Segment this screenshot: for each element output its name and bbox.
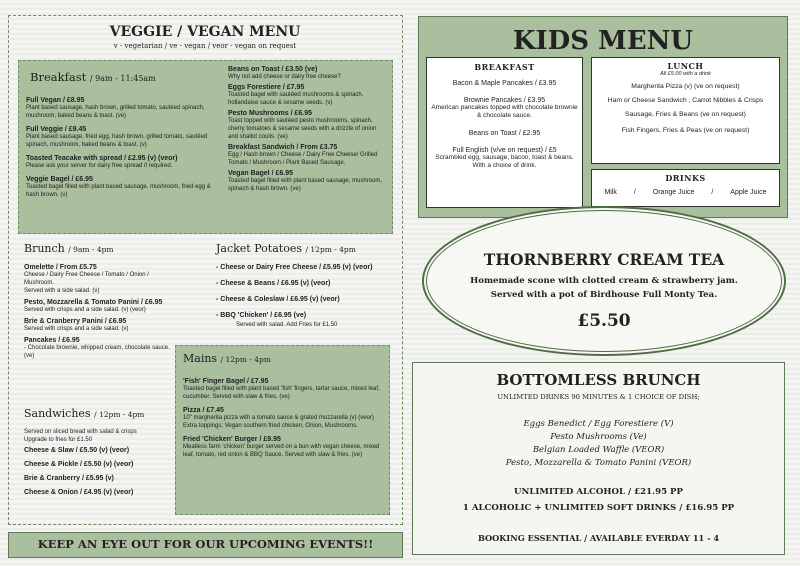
menu-item: - Cheese & Beans / £6.95 (v) (veor) bbox=[216, 280, 331, 287]
menu-item: Full Vegan / £8.95 Plant based sausage, hash brown, grilled tomato, sautéed spinach, mushroom, baked beans & toast. (ve) bbox=[26, 97, 205, 119]
menu-item: Toasted Teacake with spread / £2.95 (v) (veor) Please ask your server for dairy free spread if required. bbox=[26, 155, 178, 169]
bottomless-footer: BOOKING ESSENTIAL / AVAILABLE EVERDAY 11 - 4 bbox=[477, 533, 720, 543]
veggie-menu-key: v - vegetarian / ve - vegan / veor - vegan on request bbox=[113, 42, 297, 50]
menu-item: Pesto, Mozzarella & Tomato Panini / £6.95 Served with crisps and a side salad. (v) (veor) bbox=[24, 299, 163, 313]
menu-item: Beans on Toast / £2.95 bbox=[468, 130, 541, 137]
dish-item: Eggs Benedict / Egg Forestiere (V) bbox=[523, 419, 674, 429]
bottomless-title: BOTTOMLESS BRUNCH bbox=[496, 371, 701, 389]
menu-item: Breakfast Sandwich / From £3.75 Egg / Hash brown / Cheese / Dairy Free Cheese/ Grilled Tomato / Mushroom / Plant Based Sausage. bbox=[228, 144, 378, 166]
menu-item: Margherita Pizza (v) (ve on request) bbox=[631, 83, 740, 90]
menu-item: Fried 'Chicken' Burger / £9.95 Meatless farm 'chicken' burger served on a bun with vegan cheese, mixed leaf, tomato, red onion & BBQ Sauce. Served with slaw & fries. (ve) bbox=[183, 436, 380, 458]
breakfast-heading bbox=[30, 70, 156, 84]
breakfast-title: Breakfast bbox=[30, 70, 87, 84]
sandwiches-items: Served on sliced bread with salad & crisps Upgrade to fries for £1.50 Cheese & Slaw / £5.50 (v) (veor) Cheese & Pickle / £5.50 (v) (veor) Brie & Cranberry / £5.95 (v) Cheese & Onion / £4.95 (v) (veor) bbox=[24, 428, 174, 496]
menu-item: Veggie Bagel / £6.95 Toasted bagel filled with plant based sausage, mushroom, fried egg & hash brown. (v) bbox=[26, 176, 211, 198]
menu-item: Pizza / £7.45 10" margherita pizza with a tomato sauce & grated mozzarella (v) (veor) Extra toppings; Vegan southern fried chicken, Onion, Mushrooms. bbox=[183, 407, 374, 429]
kids-drinks-title: DRINKS bbox=[665, 173, 706, 183]
bottomless-price-alcohol: UNLIMITED ALCOHOL / £21.95 PP bbox=[514, 487, 683, 497]
menu-item: Cheese & Onion / £4.95 (v) (veor) bbox=[24, 489, 134, 496]
menu-item: - BBQ 'Chicken' / £6.95 (ve) bbox=[216, 312, 307, 319]
mains-items bbox=[183, 378, 383, 459]
menu-item: Vegan Bagel / £6.95 Toasted bagel filled with plant based sausage, mushroom, spinach & hash brown. (ve) bbox=[228, 170, 383, 192]
veggie-menu-title: VEGGIE / VEGAN MENU bbox=[109, 24, 301, 40]
bottomless-dishes bbox=[412, 418, 785, 470]
menu-item: Brie & Cranberry Panini / £6.95 Served with crisps and a side salad. (v) bbox=[24, 318, 129, 332]
mains-heading: Mains / 12pm - 4pm bbox=[183, 352, 271, 365]
menu-item: Omelette / From £5.75 Cheese / Dairy Free Cheese / Tomato / Onion / Mushroom. Served with a side salad. (v) bbox=[24, 264, 149, 294]
events-banner: KEEP AN EYE OUT FOR OUR UPCOMING EVENTS!! bbox=[8, 532, 403, 558]
menu-item: Brownie Pancakes / £3.95 bbox=[463, 97, 546, 104]
menu-item: Full English (v/ve on request) / £5 bbox=[452, 147, 557, 154]
kids-menu-title: KIDS MENU bbox=[512, 26, 694, 56]
menu-item: Pesto Mushrooms / £6.95 Toast topped with sautéed pesto mushrooms, spinach, cherry tomatoes & sesame seeds with a drizzle of onion and shallot coulis. (ve) bbox=[228, 110, 377, 140]
kids-breakfast-panel: BREAKFAST Bacon & Maple Pancakes / £3.95 Brownie Pancakes / £3.95 American pancakes topped with chocolate brownie & chocolate sauce. Beans on Toast / £2.95 Full English (v/ve on request) / £5 Scrambled egg, sausage, bacon, toast & beans. With a choice of drink. bbox=[426, 57, 583, 208]
menu-item: Full Veggie / £9.45 Plant based sausage, fried egg, hash brown, grilled tomato, sautéed spinach, mushroom, baked beans & toast. (v) bbox=[26, 126, 208, 148]
kids-lunch-panel: LUNCH All £5.00 with a drink Margherita Pizza (v) (ve on request) Ham or Cheese Sandwich , Carrot Nibbles & Crisps Sausage, Fries & Beans (ve on request) Fish Fingers, Fries & Peas (ve on request) bbox=[591, 57, 780, 164]
jacket-heading: Jacket Potatoes / 12pm - 4pm bbox=[216, 242, 356, 255]
dish-item: Pesto Mushrooms (Ve) bbox=[550, 432, 647, 442]
menu-item: Pancakes / £6.95 - Chocolate brownie, whipped cream, chocolate sauce. (ve) bbox=[24, 337, 170, 359]
menu-item: Brie & Cranberry / £5.95 (v) bbox=[24, 475, 114, 482]
menu-item: Sausage, Fries & Beans (ve on request) bbox=[625, 111, 746, 118]
dish-item: Belgian Loaded Waffle (VEOR) bbox=[532, 445, 665, 455]
breakfast-right-column bbox=[228, 66, 388, 193]
kids-lunch-title: LUNCH bbox=[667, 61, 704, 71]
breakfast-time: / 9am - 11:45am bbox=[89, 74, 156, 83]
bottomless-price-soft: 1 ALCOHOLIC + UNLIMITED SOFT DRINKS / £16.95 PP bbox=[462, 503, 735, 513]
cream-tea-line1: Homemade scone with clotted cream & strawberry jam. bbox=[470, 276, 738, 286]
bottomless-subtitle: UNLIMTED DRINKS 90 MINUTES & 1 CHOICE OF DISH; bbox=[497, 393, 700, 401]
menu-item: Cheese & Pickle / £5.50 (v) (veor) bbox=[24, 461, 134, 468]
menu-item: Eggs Forestiere / £7.95 Toasted bagel with sautéed mushrooms & spinach, hollandaise sauce & sesame seeds. (v) bbox=[228, 84, 364, 106]
kids-drinks-panel bbox=[591, 169, 780, 207]
brunch-items bbox=[24, 264, 174, 360]
sandwiches-heading: Sandwiches / 12pm - 4pm bbox=[24, 407, 145, 420]
menu-item: Fish Fingers, Fries & Peas (ve on request) bbox=[621, 127, 750, 134]
kids-breakfast-title: BREAKFAST bbox=[474, 62, 535, 72]
dish-item: Pesto, Mozzarella & Tomato Panini (VEOR) bbox=[505, 458, 692, 468]
menu-item: 'Fish' Finger Bagel / £7.95 Toasted bagel filled with plant based 'fish' fingers, tartar sauce, mixed leaf, cucumber. Served with slaw & fries. (ve) bbox=[183, 378, 380, 400]
menu-item: Cheese & Slaw / £5.50 (v) (veor) bbox=[24, 447, 130, 454]
cream-tea-price: £5.50 bbox=[577, 311, 631, 331]
menu-item: Beans on Toast / £3.50 (ve) Why not add cheese or dairy free cheese? bbox=[228, 66, 341, 80]
cream-tea-title: THORNBERRY CREAM TEA bbox=[483, 250, 725, 269]
menu-item: Bacon & Maple Pancakes / £3.95 bbox=[452, 80, 557, 87]
menu-item: - Cheese & Coleslaw / £6.95 (v) (veor) bbox=[216, 296, 340, 303]
drinks-list: Milk / Orange Juice / Apple Juice bbox=[604, 189, 767, 196]
jacket-items: - Cheese or Dairy Free Cheese / £5.95 (v) (veor) - Cheese & Beans / £6.95 (v) (veor) - Cheese & Coleslaw / £6.95 (v) (veor) - BBQ 'Chicken' / £6.95 (ve) Served with salad. Add Fries for £1.50 bbox=[216, 264, 396, 329]
brunch-heading: Brunch / 9am - 4pm bbox=[24, 242, 114, 255]
menu-item: Ham or Cheese Sandwich , Carrot Nibbles & Crisps bbox=[607, 97, 764, 104]
cream-tea-line2: Served with a pot of Birdhouse Full Monty Tea. bbox=[490, 290, 718, 300]
breakfast-left-column bbox=[26, 97, 216, 199]
menu-item: - Cheese or Dairy Free Cheese / £5.95 (v) (veor) bbox=[216, 264, 373, 271]
